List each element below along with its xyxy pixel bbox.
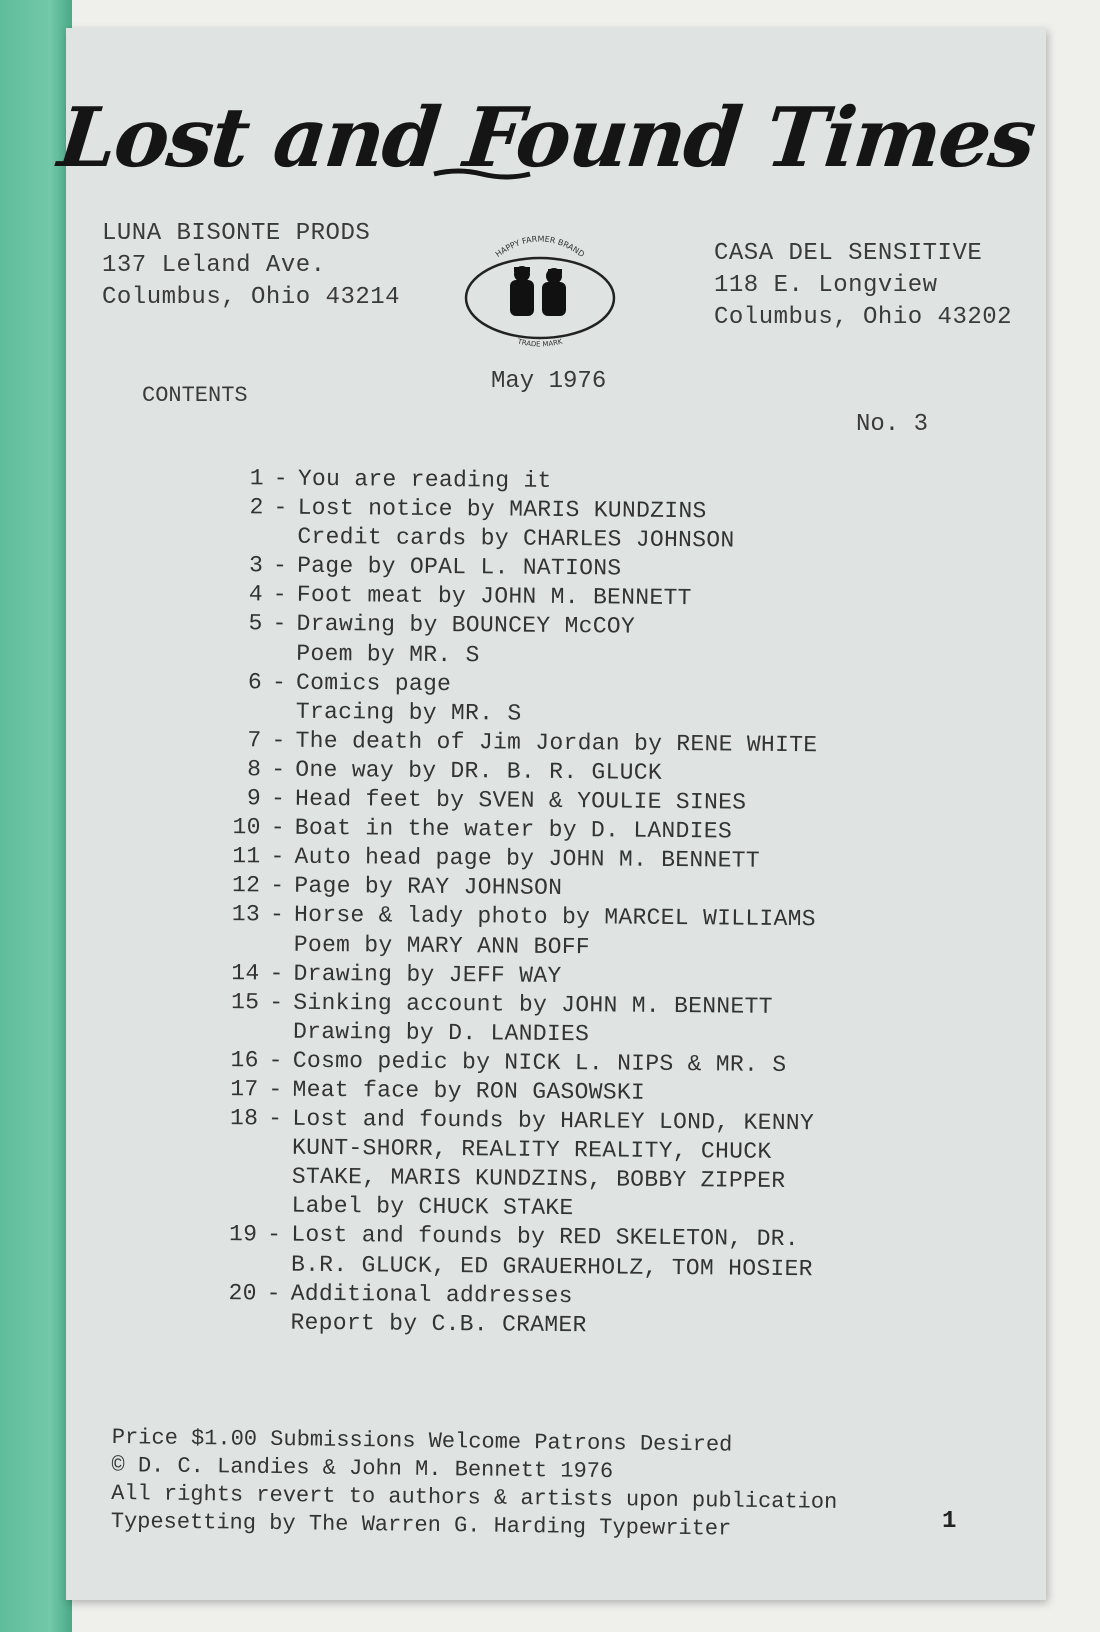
toc-entry-number bbox=[210, 1162, 258, 1192]
toc-entry-dash: - bbox=[271, 727, 286, 754]
logo-bottom-text: TRADE MARK bbox=[516, 337, 564, 349]
toc-entry-number: 10 bbox=[232, 814, 261, 841]
toc-entry-dash: - bbox=[271, 669, 287, 696]
toc-entry-number: 16 bbox=[230, 1047, 259, 1074]
masthead-logo bbox=[54, 46, 1039, 216]
toc-entry-text: Sinking account by JOHN M. BENNETT bbox=[293, 989, 773, 1020]
toc-entry-number: 9 bbox=[246, 785, 262, 812]
toc-entry-text: KUNT-SHORR, REALITY REALITY, CHUCK bbox=[291, 1134, 772, 1166]
toc-entry bbox=[208, 1308, 908, 1343]
logo-top-text: HAPPY FARMER BRAND bbox=[493, 234, 587, 260]
toc-entry-dash bbox=[256, 1308, 290, 1337]
toc-entry-text: Meat face by RON GASOWSKI bbox=[292, 1076, 646, 1106]
toc-entry-dash: - bbox=[271, 756, 286, 783]
toc-entry-dash: - bbox=[270, 872, 285, 899]
toc-entry-dash: - bbox=[269, 901, 285, 929]
toc-entry-number: 7 bbox=[247, 727, 262, 754]
toc-entry-dash: - bbox=[268, 1105, 283, 1132]
toc-entry-number: 2 bbox=[249, 494, 264, 521]
toc-entry-text: Page by OPAL L. NATIONS bbox=[296, 552, 622, 582]
toc-entry-number: 19 bbox=[228, 1221, 258, 1248]
toc-entry-text: Head feet by SVEN & YOULIE SINES bbox=[294, 785, 747, 816]
toc-entry-dash: - bbox=[269, 989, 284, 1016]
toc-entry-text: Tracing by MR. S bbox=[295, 698, 522, 727]
toc-entry-number: 6 bbox=[247, 668, 263, 696]
footer-line: Typesetting by The Warren G. Harding Typewriter bbox=[110, 1508, 732, 1542]
toc-entry-dash bbox=[257, 1250, 291, 1279]
zine-page bbox=[54, 28, 1046, 1600]
toc-entry-number bbox=[210, 1133, 258, 1163]
toc-entry-number bbox=[215, 522, 263, 552]
toc-entry-number bbox=[209, 1250, 257, 1280]
toc-entry-dash: - bbox=[270, 814, 285, 841]
toc-entry-number: 8 bbox=[247, 756, 262, 783]
footer-line: © D. C. Landies & John M. Bennett 1976 bbox=[111, 1452, 614, 1485]
toc-entry-text: Horse & lady photo by MARCEL WILLIAMS bbox=[293, 902, 816, 933]
toc-entry-dash: - bbox=[272, 552, 288, 579]
footer-credits bbox=[111, 1424, 912, 1546]
toc-entry-number: 15 bbox=[230, 988, 260, 1016]
svg-text:HAPPY FARMER BRAND bbox=[494, 234, 586, 259]
toc-entry-text: Drawing by BOUNCEY McCOY bbox=[296, 611, 636, 641]
toc-entry-number bbox=[212, 929, 260, 959]
toc-entry-number: 14 bbox=[231, 959, 260, 986]
toc-entry-text: Foot meat by JOHN M. BENNETT bbox=[296, 582, 692, 612]
toc-entry-text: Report by C.B. CRAMER bbox=[290, 1309, 587, 1338]
toc-entry-number: 4 bbox=[248, 581, 263, 608]
toc-entry-dash: - bbox=[273, 465, 289, 492]
toc-entry-text: Page by RAY JOHNSON bbox=[294, 873, 563, 902]
toc-entry-dash: - bbox=[272, 581, 288, 608]
toc-entry-dash: - bbox=[266, 1280, 281, 1307]
toc-entry-dash bbox=[258, 1163, 292, 1192]
toc-entry-text: Drawing by JEFF WAY bbox=[293, 960, 562, 989]
toc-entry-number: 18 bbox=[229, 1105, 259, 1132]
address-left-line: 137 Leland Ave. bbox=[102, 252, 326, 279]
toc-entry-text: Additional addresses bbox=[290, 1280, 573, 1309]
address-right-line: Columbus, Ohio 43202 bbox=[714, 304, 1013, 331]
table-of-contents bbox=[208, 464, 916, 1343]
toc-entry-number: 3 bbox=[248, 552, 264, 579]
address-left-line: Columbus, Ohio 43214 bbox=[102, 284, 401, 311]
masthead-script-svg bbox=[54, 46, 1039, 216]
toc-entry-dash bbox=[258, 1134, 292, 1163]
toc-entry-number: 11 bbox=[232, 843, 261, 870]
address-left bbox=[102, 218, 400, 314]
masthead-title: Lost and Found Times bbox=[54, 90, 1039, 186]
toc-entry-dash bbox=[257, 1192, 291, 1221]
toc-entry-dash bbox=[259, 1017, 293, 1046]
toc-entry-text: You are reading it bbox=[297, 465, 552, 494]
issue-date: May 1976 bbox=[491, 368, 607, 395]
toc-entry-dash bbox=[263, 523, 297, 552]
toc-entry-text: Poem by MR. S bbox=[296, 640, 480, 668]
toc-entry-dash bbox=[260, 930, 294, 959]
toc-entry-dash: - bbox=[267, 1221, 282, 1249]
toc-entry-text: STAKE, MARIS KUNDZINS, BOBBY ZIPPER bbox=[291, 1163, 786, 1195]
page-number: 1 bbox=[942, 1508, 957, 1535]
toc-entry-number: 20 bbox=[228, 1279, 257, 1307]
toc-entry-text: Label by CHUCK STAKE bbox=[291, 1193, 574, 1222]
toc-entry-dash: - bbox=[268, 1076, 283, 1103]
address-right bbox=[714, 238, 1012, 334]
toc-entry-text: B.R. GLUCK, ED GRAUERHOLZ, TOM HOSIER bbox=[290, 1251, 813, 1282]
green-cover-edge bbox=[0, 0, 72, 1632]
toc-entry-number bbox=[208, 1308, 256, 1338]
toc-entry-text: Lost and founds by HARLEY LOND, KENNY bbox=[292, 1105, 815, 1137]
toc-entry-dash bbox=[262, 697, 296, 726]
toc-entry-number: 17 bbox=[230, 1076, 259, 1103]
toc-entry-dash: - bbox=[268, 1047, 283, 1074]
issue-number: No. 3 bbox=[856, 411, 929, 438]
toc-entry-text: Cosmo pedic by NICK L. NIPS & MR. S bbox=[292, 1047, 787, 1078]
toc-entry-text: Lost and founds by RED SKELETON, DR. bbox=[291, 1222, 800, 1253]
footer-line: All rights revert to authors & artists upon publication bbox=[110, 1480, 838, 1515]
toc-entry-dash: - bbox=[272, 610, 287, 638]
toc-entry-number: 12 bbox=[231, 872, 261, 899]
toc-entry-number: 13 bbox=[231, 901, 261, 928]
toc-entry-text: Comics page bbox=[295, 669, 452, 697]
happy-farmer-logo bbox=[450, 224, 630, 354]
toc-entry-dash bbox=[262, 639, 296, 668]
toc-entry-dash: - bbox=[273, 494, 288, 521]
toc-entry-text: Poem by MARY ANN BOFF bbox=[293, 931, 591, 960]
toc-entry-number bbox=[214, 697, 262, 727]
toc-entry-number: 1 bbox=[249, 465, 264, 492]
toc-entry-dash: - bbox=[270, 785, 286, 812]
toc-entry-dash: - bbox=[270, 843, 285, 870]
contents-heading: CONTENTS bbox=[142, 383, 248, 408]
address-right-line: CASA DEL SENSITIVE bbox=[714, 240, 983, 267]
toc-entry-text: One way by DR. B. R. GLUCK bbox=[295, 756, 663, 786]
toc-entry-text: Auto head page by JOHN M. BENNETT bbox=[294, 843, 761, 874]
toc-entry-number: 5 bbox=[248, 610, 263, 637]
toc-entry-dash: - bbox=[269, 960, 284, 987]
toc-entry-text: Lost notice by MARIS KUNDZINS bbox=[297, 494, 707, 525]
toc-entry-text: The death of Jim Jordan by RENE WHITE bbox=[295, 727, 818, 759]
toc-entry-text: Credit cards by CHARLES JOHNSON bbox=[297, 523, 735, 554]
address-right-line: 118 E. Longview bbox=[714, 272, 938, 299]
toc-entry-number bbox=[211, 1017, 259, 1047]
toc-entry-number bbox=[209, 1191, 257, 1221]
two-farmers-icon bbox=[510, 266, 566, 316]
footer-line: Price $1.00 Submissions Welcome Patrons Desired bbox=[111, 1424, 733, 1458]
toc-entry-number bbox=[214, 639, 262, 669]
address-left-line: LUNA BISONTE PRODS bbox=[102, 220, 371, 247]
toc-entry-text: Boat in the water by D. LANDIES bbox=[294, 814, 733, 845]
toc-entry-text: Drawing by D. LANDIES bbox=[292, 1018, 590, 1048]
